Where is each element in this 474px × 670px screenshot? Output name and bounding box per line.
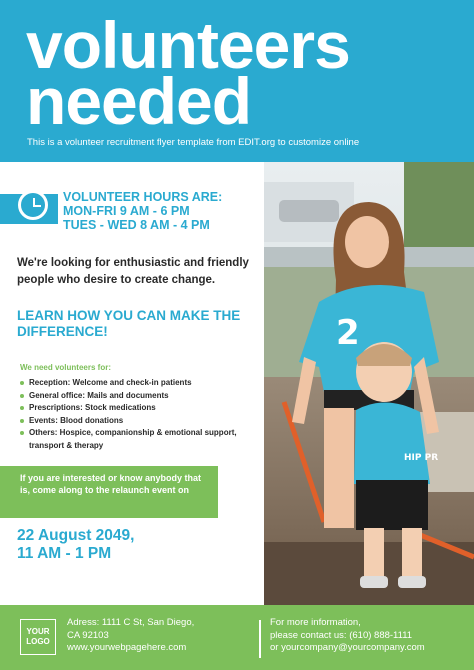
flyer-subtitle: This is a volunteer recruitment flyer template from EDIT.org to customize online bbox=[27, 137, 360, 148]
address-line: Adress: 1111 C St, San Diego, bbox=[67, 617, 195, 628]
needs-list bbox=[20, 377, 260, 452]
volunteer-photo bbox=[264, 162, 474, 605]
footer-divider bbox=[259, 620, 261, 658]
list-item: Prescriptions: Stock medications bbox=[20, 402, 260, 415]
list-item: Others: Hospice, companionship & emotional support, transport & therapy bbox=[20, 427, 260, 452]
volunteer-hours bbox=[63, 190, 222, 232]
bullet-icon bbox=[20, 381, 24, 385]
clock-icon bbox=[18, 190, 48, 220]
invite-text: If you are interested or know anybody that is, come along to the relaunch event on bbox=[20, 473, 202, 495]
footer-contact bbox=[270, 617, 425, 655]
list-item: Reception: Welcome and check-in patients bbox=[20, 377, 260, 390]
bullet-icon bbox=[20, 394, 24, 398]
needs-heading: We need volunteers for: bbox=[20, 363, 111, 372]
footer-address bbox=[67, 617, 194, 655]
hours-line1: MON-FRI 9 AM - 6 PM bbox=[63, 204, 190, 218]
svg-text:2: 2 bbox=[336, 313, 360, 353]
hours-heading: VOLUNTEER HOURS ARE: bbox=[63, 190, 223, 204]
bullet-icon bbox=[20, 419, 24, 423]
flyer-title-line2: needed bbox=[26, 64, 252, 138]
svg-text:HIP PR: HIP PR bbox=[404, 453, 439, 463]
website-link[interactable]: www.yourwebpagehere.com bbox=[67, 642, 187, 653]
contact-email[interactable]: or yourcompany@yourcompany.com bbox=[270, 642, 425, 653]
bullet-icon bbox=[20, 406, 24, 410]
bullet-icon bbox=[20, 431, 24, 435]
company-logo: YOUR LOGO bbox=[20, 619, 56, 655]
contact-line: For more information, bbox=[270, 617, 361, 628]
list-item: General office: Mails and documents bbox=[20, 390, 260, 403]
event-datetime bbox=[17, 527, 134, 563]
address-line: CA 92103 bbox=[67, 629, 109, 641]
event-date: 22 August 2049, bbox=[17, 527, 135, 544]
list-item: Events: Blood donations bbox=[20, 415, 260, 428]
event-time: 11 AM - 1 PM bbox=[17, 545, 112, 562]
contact-phone: please contact us: (610) 888-1111 bbox=[270, 629, 413, 641]
intro-text: We're looking for enthusiastic and friendly people who desire to create change. bbox=[17, 257, 249, 286]
learn-heading: LEARN HOW YOU CAN MAKE THE DIFFERENCE! bbox=[17, 308, 241, 339]
flyer-title-line1: volunteers bbox=[26, 8, 350, 82]
hours-line2: TUES - WED 8 AM - 4 PM bbox=[63, 218, 210, 232]
